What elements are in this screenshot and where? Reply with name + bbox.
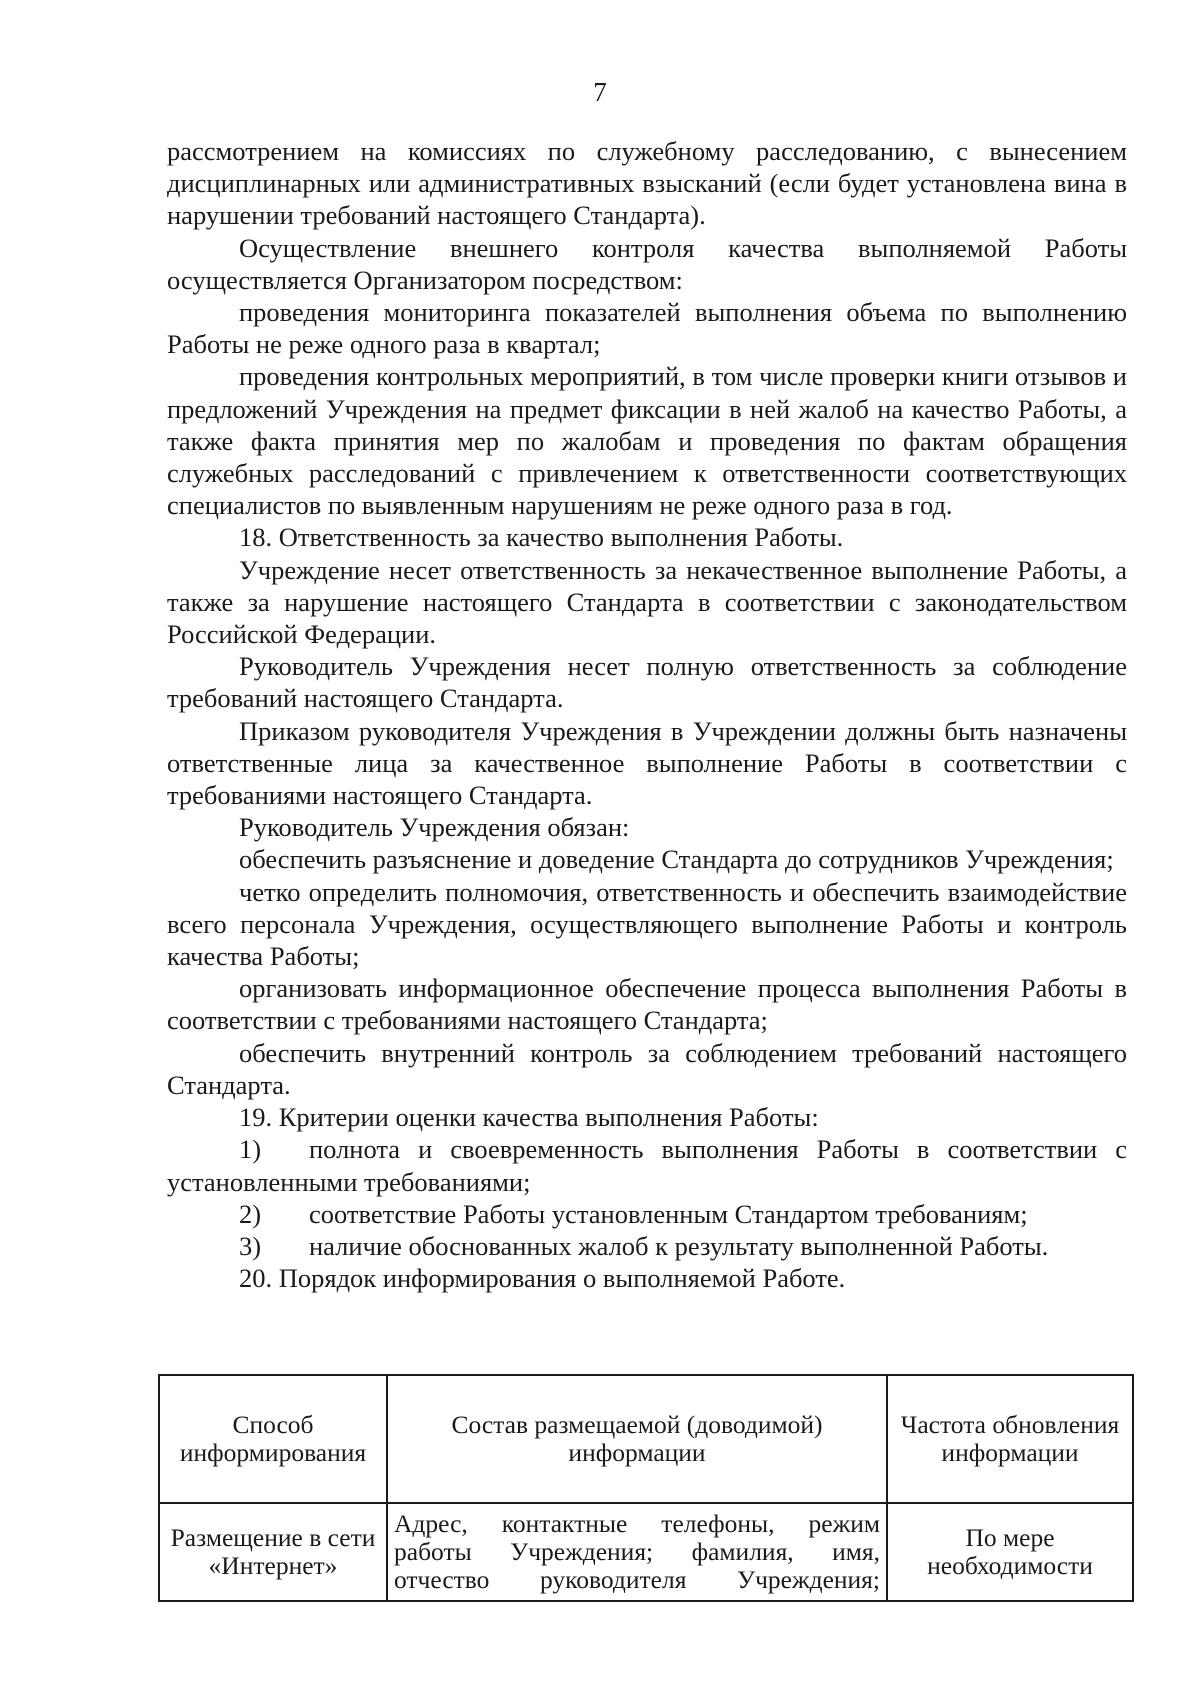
table-header-row [159, 1375, 1133, 1503]
criteria-item-2-text: соответствие Работы установленным Стандартом требованиям; [309, 1198, 1028, 1229]
paragraph-11: четко определить полномочия, ответственность и обеспечить взаимодействие всего персонала Учреждения, осуществляющего выполнение Работы и контроль качества Работы; [167, 876, 1127, 972]
section-19-heading: 19. Критерии оценки качества выполнения Работы: [239, 1102, 819, 1133]
header-method: Способ информирования [159, 1375, 387, 1503]
paragraph-7: Руководитель Учреждения несет полную ответственность за соблюдение требований настоящего Стандарта. [167, 651, 1127, 714]
paragraph-13: обеспечить внутренний контроль за соблюдением требований настоящего Стандарта. [167, 1037, 1127, 1100]
section-20-heading: 20. Порядок информирования о выполняемой Работе. [239, 1263, 846, 1294]
criteria-item-2-number: 2) [239, 1198, 262, 1229]
header-frequency: Частота обновления информации [887, 1375, 1133, 1503]
cell-frequency: По мере необходимости [887, 1503, 1133, 1601]
criteria-item-1-text: полнота и своевременность выполнения Работы в соответствии с установленными требованиями; [167, 1134, 1127, 1197]
paragraph-1: рассмотрением на комиссиях по служебному расследованию, с вынесением дисциплинарных или административных взысканий (если будет установлена вина в нарушении требований настоящего Стандарта). [167, 136, 1127, 231]
criteria-item-3-number: 3) [239, 1230, 262, 1261]
page-number: 7 [593, 77, 607, 107]
information-table [158, 1374, 1134, 1602]
header-content: Состав размещаемой (доводимой) информации [387, 1375, 887, 1503]
paragraph-3: проведения мониторинга показателей выполнения объема по выполнению Работы не реже одного раза в квартал; [167, 297, 1127, 360]
criteria-item-1 [167, 1133, 1127, 1197]
criteria-item-1-number: 1) [239, 1134, 262, 1165]
criteria-item-2 [167, 1198, 1127, 1230]
criteria-item-3-text: наличие обоснованных жалоб к результату выполненной Работы. [309, 1230, 1049, 1261]
paragraph-4: проведения контрольных мероприятий, в том числе проверки книги отзывов и предложений Учреждения на предмет фиксации в ней жалоб на качество Работы, а также факта принятия мер по жалобам и проведения по фактам обращения служебных расследований с привлечением к ответственности соответствующих специалистов по выявленным нарушениям не реже одного раза в год. [167, 361, 1127, 521]
table-row [159, 1503, 1133, 1601]
section-18-heading: 18. Ответственность за качество выполнения Работы. [239, 522, 844, 553]
body-text [167, 135, 1127, 1294]
paragraph-10: обеспечить разъяснение и доведение Стандарта до сотрудников Учреждения; [239, 844, 1114, 875]
paragraph-9: Руководитель Учреждения обязан: [239, 812, 630, 843]
paragraph-6: Учреждение несет ответственность за некачественное выполнение Работы, а также за нарушение настоящего Стандарта в соответствии с законодательством Российской Федерации. [167, 554, 1127, 650]
paragraph-12: организовать информационное обеспечение процесса выполнения Работы в соответствии с требованиями настоящего Стандарта; [167, 973, 1127, 1036]
paragraph-8: Приказом руководителя Учреждения в Учреждении должны быть назначены ответственные лица за качественное выполнение Работы в соответствии с требованиями настоящего Стандарта. [167, 715, 1127, 811]
cell-content: Адрес, контактные телефоны, режим работы Учреждения; фамилия, имя, отчество руководителя Учреждения; [387, 1503, 887, 1601]
paragraph-2: Осуществление внешнего контроля качества выполняемой Работы осуществляется Организатором посредством: [167, 232, 1127, 295]
criteria-item-3 [167, 1230, 1127, 1262]
cell-method: Размещение в сети «Интернет» [159, 1503, 387, 1601]
